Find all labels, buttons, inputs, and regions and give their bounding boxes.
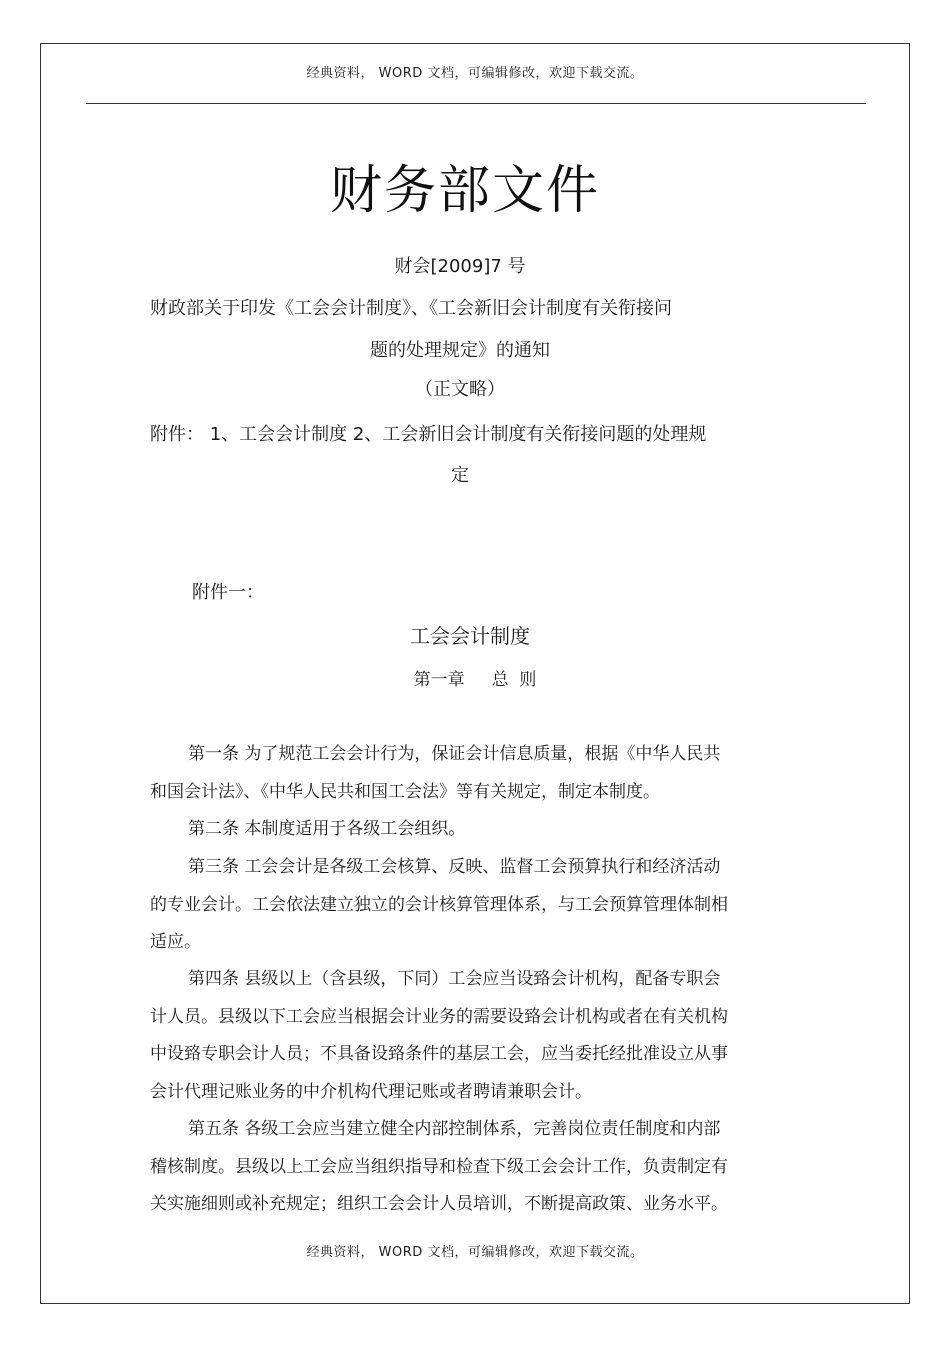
article-line: 关实施细则或补充规定；组织工会会计人员培训，不断提高政策、业务水平。	[150, 1194, 728, 1215]
header-divider	[86, 103, 866, 104]
article-line: 稽核制度。县级以上工会应当组织指导和检查下级工会会计工作，负责制定有	[150, 1156, 728, 1177]
article-line: 会计代理记账业务的中介机构代理记账或者聘请兼职会计。	[150, 1081, 592, 1102]
page-header: 经典资料， WORD 文档，可编辑修改，欢迎下载交流。	[306, 66, 644, 81]
article-5	[150, 1111, 770, 1224]
article-1	[150, 736, 770, 811]
article-3	[150, 849, 770, 962]
article-2	[150, 811, 770, 849]
article-line: 第二条 本制度适用于各级工会组织。	[188, 819, 466, 839]
document-number: 财会[2009]7 号	[394, 256, 526, 277]
article-line: 的专业会计。工会依法建立独立的会计核算管理体系，与工会预算管理体制相	[150, 894, 728, 915]
attachments-list-line-2: 定	[451, 465, 469, 486]
document-title: 财务部文件	[329, 161, 600, 221]
attachments-list-line-1: 附件： 1、工会会计制度 2、工会新旧会计制度有关衔接问题的处理规	[150, 424, 707, 445]
article-line: 第三条 工会会计是各级工会核算、反映、监督工会预算执行和经济活动	[188, 857, 721, 877]
attachment-one-label: 附件一：	[192, 582, 264, 603]
article-line: 中设臵专职会计人员；不具备设臵条件的基层工会，应当委托经批准设立从事	[150, 1044, 728, 1065]
article-line: 第一条 为了规范工会会计行为，保证会计信息质量，根据《中华人民共	[188, 744, 721, 764]
system-title: 工会会计制度	[410, 624, 530, 648]
page-footer: 经典资料， WORD 文档，可编辑修改，欢迎下载交流。	[306, 1245, 644, 1260]
article-line: 第五条 各级工会应当建立健全内部控制体系，完善岗位责任制度和内部	[188, 1119, 721, 1139]
article-line: 适应。	[150, 932, 201, 953]
chapter-title: 第一章 总 则	[413, 670, 537, 690]
notice-title-line-2: 题的处理规定》的通知	[370, 340, 550, 361]
article-line: 和国会计法》、《中华人民共和国工会法》等有关规定，制定本制度。	[150, 781, 660, 802]
article-4	[150, 961, 770, 1111]
article-line: 第四条 县级以上（含县级，下同）工会应当设臵会计机构，配备专职会	[188, 969, 721, 989]
notice-title-line-1: 财政部关于印发《工会会计制度》、《工会新旧会计制度有关衔接问	[150, 298, 672, 319]
article-line: 计人员。县级以下工会应当根据会计业务的需要设臵会计机构或者在有关机构	[150, 1006, 728, 1027]
body-omitted-note: （正文略）	[415, 379, 505, 400]
